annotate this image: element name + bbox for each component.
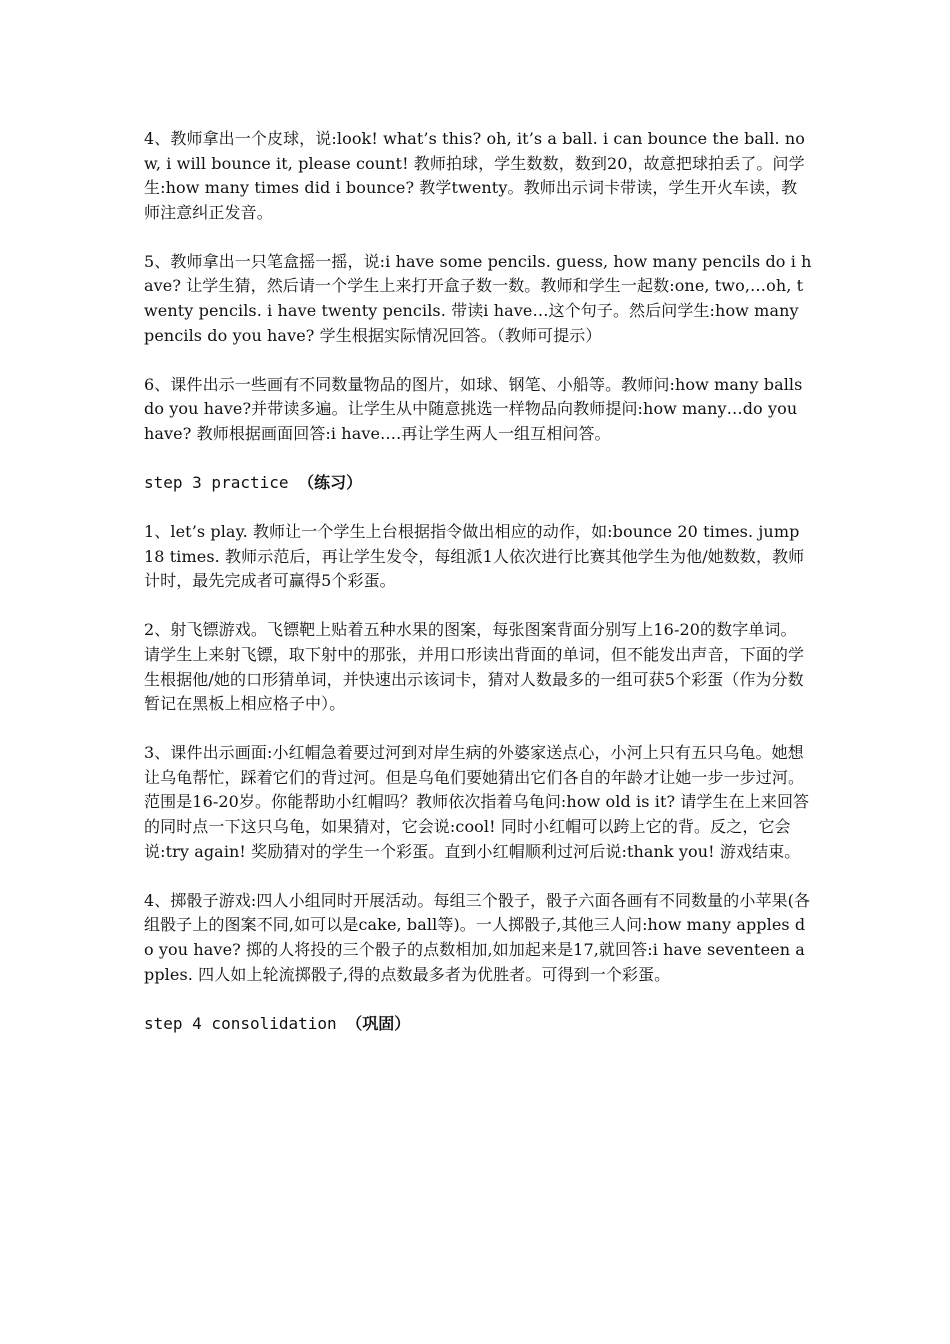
section-heading-step4-en: step 4 consolidation bbox=[144, 1013, 337, 1033]
section-heading-step3-en: step 3 practice bbox=[144, 473, 289, 493]
paragraph-step2-item6: 6、课件出示一些画有不同数量物品的图片，如球、钢笔、小船等。教师问:how many balls do you have?并带读多遍。让学生从中随意挑选一样物品向教师提问:how many…do you have? 教师根据画面回答:i have….再让学生两人一组互相问答。 bbox=[144, 374, 803, 443]
paragraph-step3-item1: 1、let’s play. 教师让一个学生上台根据指令做出相应的动作，如:bounce 20 times. jump 18 times. 教师示范后，再让学生发令，每组派1人依次进行比赛其他学生为他/她数数，教师计时，最先完成者可赢得5个彩蛋。 bbox=[144, 522, 805, 591]
section-heading-step3 bbox=[144, 471, 812, 496]
paragraph-step2-item5: 5、教师拿出一只笔盒摇一摇，说:i have some pencils. guess, how many pencils do i have? 让学生猜，然后请一个学生上来打开盒子数一数。教师和学生一起数:one, two,…oh, twenty pencils. i have twenty pencils. 带读i have…这个句子。然后问学生:how many pencils do you have? 学生根据实际情况回答。（教师可提示） bbox=[144, 251, 812, 345]
document-body bbox=[144, 127, 812, 1061]
section-heading-step4-cn: （巩固） bbox=[346, 1013, 411, 1033]
section-heading-step3-cn: （练习） bbox=[298, 473, 363, 493]
paragraph-step3-item3: 3、课件出示画面:小红帽急着要过河到对岸生病的外婆家送点心，小河上只有五只乌龟。她想让乌龟帮忙，踩着它们的背过河。但是乌龟们要她猜出它们各自的年龄才让她一步一步过河。范围是16-20岁。你能帮助小红帽吗？教师依次指着乌龟问:how old is it? 请学生在上来回答的同时点一下这只乌龟，如果猜对，它会说:cool! 同时小红帽可以跨上它的背。反之，它会说:try again! 奖励猜对的学生一个彩蛋。直到小红帽顺利过河后说:thank you! 游戏结束。 bbox=[144, 743, 810, 861]
paragraph-step3-item2: 2、射飞镖游戏。飞镖靶上贴着五种水果的图案，每张图案背面分别写上16-20的数字单词。请学生上来射飞镖，取下射中的那张，并用口形读出背面的单词，但不能发出声音，下面的学生根据他/她的口形猜单词，并快速出示该词卡，猜对人数最多的一组可获5个彩蛋（作为分数暂记在黑板上相应格子中）。 bbox=[144, 620, 805, 714]
paragraph-step3-item4: 4、掷骰子游戏:四人小组同时开展活动。每组三个骰子，骰子六面各画有不同数量的小苹果(各组骰子上的图案不同,如可以是cake, ball等)。一人掷骰子,其他三人问:how many apples do you have? 掷的人将投的三个骰子的点数相加,如加起来是17,就回答:i have seventeen apples. 四人如上轮流掷骰子,得的点数最多者为优胜者。可得到一个彩蛋。 bbox=[144, 890, 811, 984]
section-heading-step4 bbox=[144, 1012, 812, 1037]
paragraph-step2-item4: 4、教师拿出一个皮球，说:look! what’s this? oh, it’s a ball. i can bounce the ball. now, i will bounce it, please count! 教师拍球，学生数数，数到20，故意把球拍丢了。问学生:how many times did i bounce? 教学twenty。教师出示词卡带读，学生开火车读，教师注意纠正发音。 bbox=[144, 129, 806, 222]
